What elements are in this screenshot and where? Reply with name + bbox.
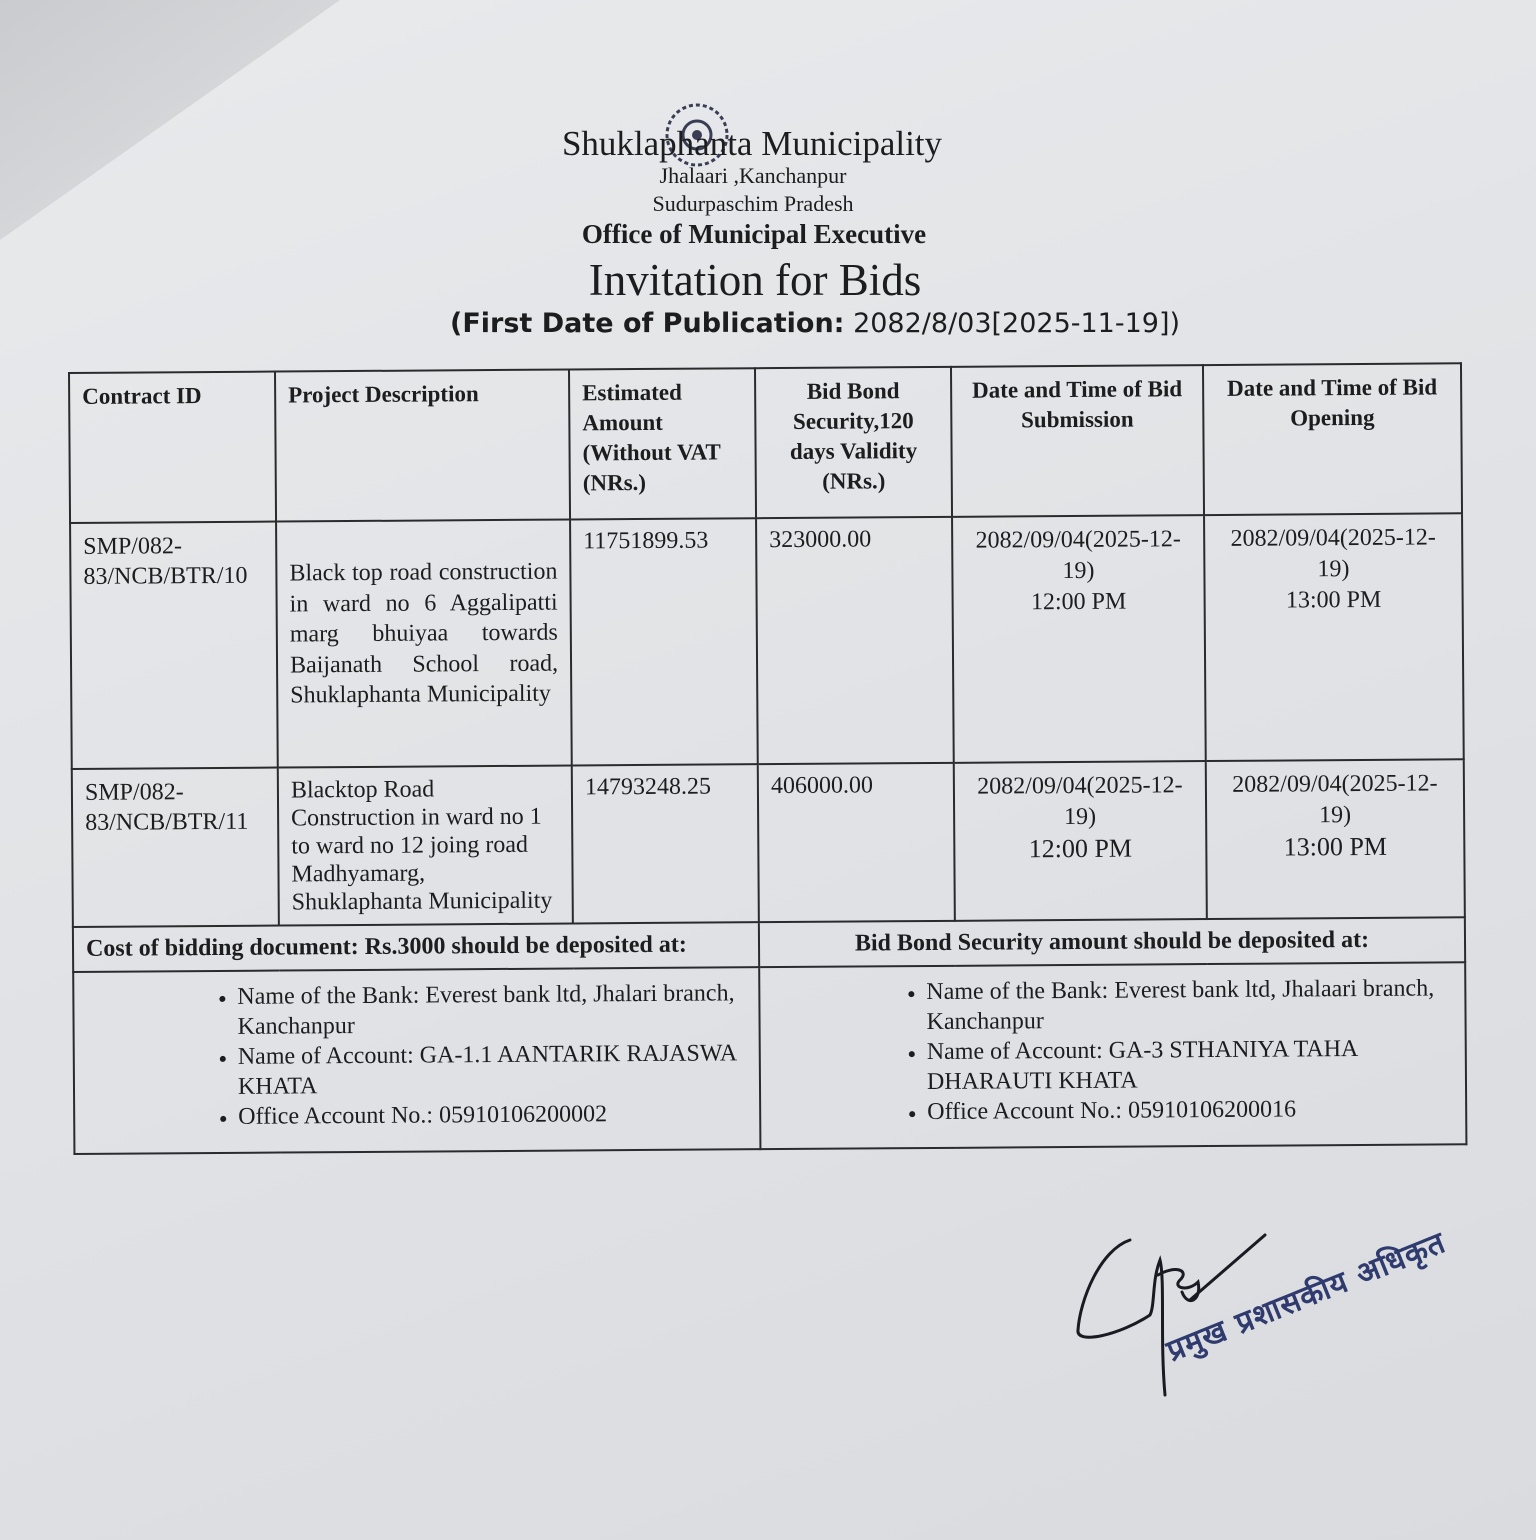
publication-date [450, 308, 1181, 339]
opening-date: 2082/09/04(2025-12- 19) [1232, 770, 1438, 829]
cost-heading: Cost of bidding document: Rs.3000 should be deposited at: [73, 922, 759, 972]
estimated-amount-cell: 14793248.25 [572, 764, 759, 923]
col-opening: Date and Time of Bid Opening [1203, 363, 1462, 515]
opening-time: 13:00 PM [1283, 831, 1388, 862]
publication-label: (First Date of Publication: [450, 308, 845, 339]
table-header-row [69, 363, 1462, 523]
description-text: Black top road construction in ward no 6 Aggalipatti marg bhuiyaa towards Baijanath School road, Shuklaphanta Municipality [289, 558, 559, 709]
bid-bond-cell: 406000.00 [758, 763, 955, 922]
list-item: • Name of the Bank: Everest bank ltd, Jhalari branch, Kanchanpur [237, 978, 750, 1042]
submission-date: 2082/09/04(2025-12- 19) [977, 772, 1183, 831]
official-stamp: प्रमुख प्रशासकीय अधिकृत [1161, 1225, 1451, 1370]
description-cell [276, 519, 572, 767]
opening-time: 13:00 PM [1285, 586, 1382, 614]
col-estimated-amount: Estimated Amount (Without VAT (NRs.) [569, 368, 756, 519]
col-bid-bond: Bid Bond Security,120 days Validity (NRs.) [755, 367, 952, 518]
list-item: • Office Account No.: 05910106200016 [927, 1093, 1457, 1127]
bond-bank-list [768, 973, 1457, 1128]
bond-heading: Bid Bond Security amount should be deposited at: [759, 917, 1465, 967]
description-cell: Blacktop Road Construction in ward no 1 to ward no 12 joing road Madhyamarg, Shuklaphanta Municipality [278, 765, 573, 925]
municipality-name: Shuklaphanta Municipality [561, 124, 943, 163]
list-item: • Name of the Bank: Everest bank ltd, Jhalaari branch, Kanchanpur [926, 973, 1456, 1037]
estimated-amount-cell: 11751899.53 [570, 518, 758, 765]
bond-bank-details [759, 962, 1466, 1149]
office-name: Office of Municipal Executive [581, 219, 927, 249]
paper-fold [0, 0, 340, 240]
cost-bank-details [73, 967, 760, 1154]
submission-time: 12:00 PM [1030, 588, 1127, 616]
opening-cell [1204, 513, 1464, 761]
submission-date: 2082/09/04(2025-12- 19) [975, 526, 1181, 585]
opening-date: 2082/09/04(2025-12- 19) [1230, 524, 1436, 583]
table-row [72, 759, 1465, 927]
col-submission: Date and Time of Bid Submission [951, 365, 1204, 517]
contract-id-cell: SMP/082-83/NCB/BTR/10 [70, 522, 278, 769]
page-title: Invitation for Bids [588, 255, 922, 305]
deposit-details-row [73, 962, 1466, 1154]
list-item: • Name of Account: GA-3 STHANIYA TAHA DHARAUTI KHATA [927, 1033, 1457, 1097]
submission-cell [954, 761, 1207, 921]
submission-time: 12:00 PM [1028, 833, 1133, 864]
publication-value: 2082/8/03[2025-11-19]) [853, 308, 1181, 339]
col-project-description: Project Description [275, 370, 570, 522]
list-item: • Office Account No.: 05910106200002 [238, 1098, 751, 1132]
contract-id-cell: SMP/082-83/NCB/BTR/11 [72, 768, 279, 927]
address-line-2: Sudurpaschim Pradesh [652, 191, 854, 216]
opening-cell [1206, 759, 1465, 919]
cost-bank-list [82, 978, 751, 1133]
table-row [70, 513, 1464, 769]
list-item: • Name of Account: GA-1.1 AANTARIK RAJASWA KHATA [238, 1038, 751, 1102]
bid-bond-cell: 323000.00 [756, 517, 954, 764]
bids-table [68, 362, 1467, 1155]
address-line-1: Jhalaari ,Kanchanpur [659, 163, 847, 188]
col-contract-id: Contract ID [69, 372, 276, 523]
submission-cell [952, 515, 1206, 763]
